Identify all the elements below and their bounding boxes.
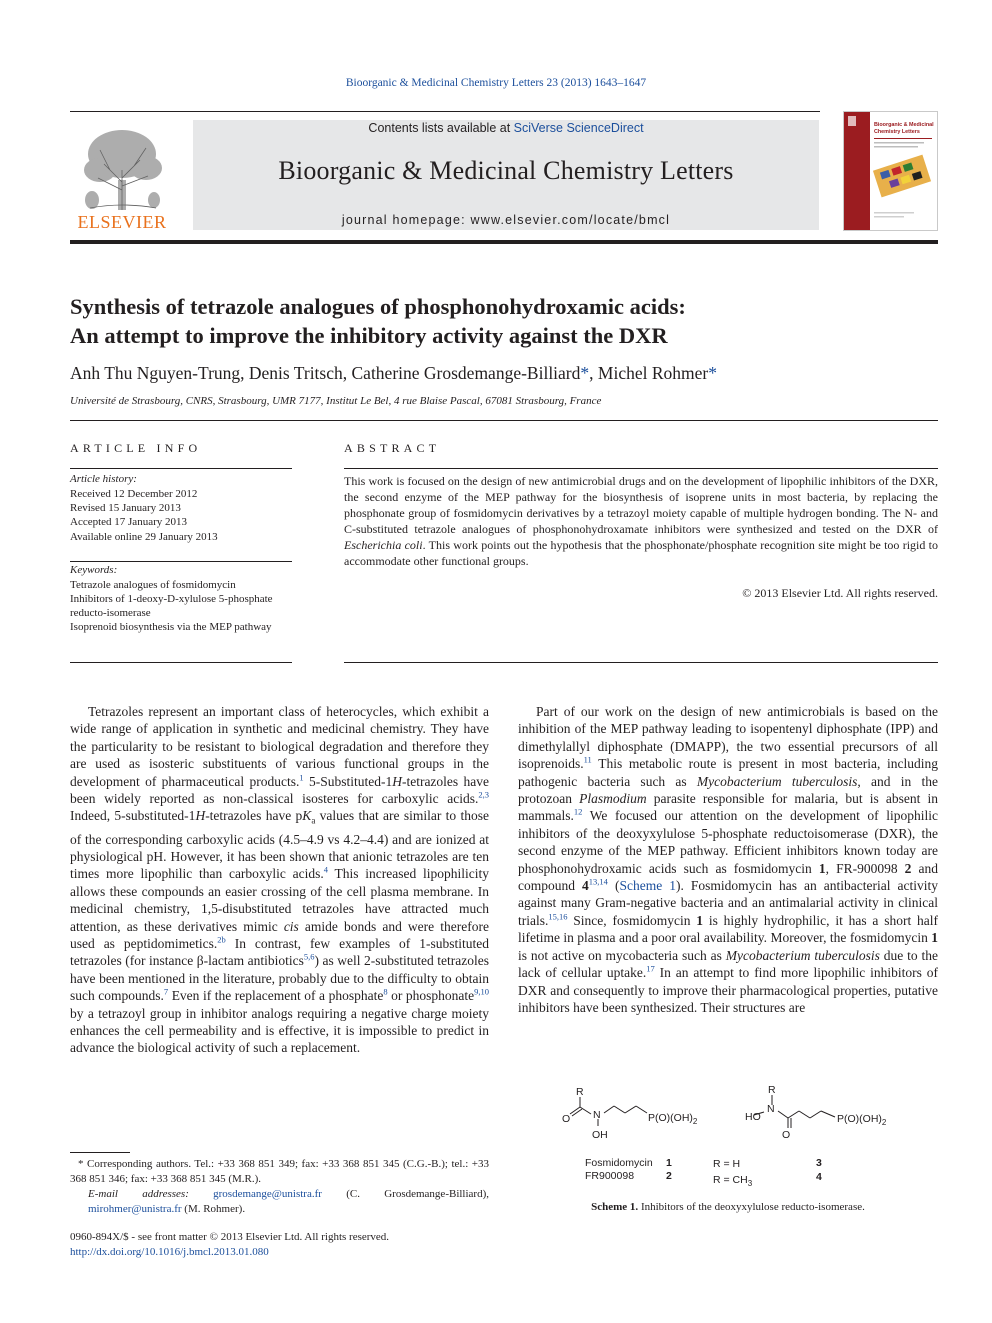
article-title [70, 292, 930, 350]
article-history-label: Article history: [70, 473, 137, 485]
article-info-heading: ARTICLE INFO [70, 441, 202, 455]
author-list [70, 363, 930, 384]
abstract-bottom-rule [344, 662, 938, 663]
cover-title-line1: Bioorganic & Medicinal [874, 122, 934, 128]
abstract-text-part: . This work points out the hypothesis that the phosphonate/phosphate recognition site might be too rigid to accommodate other functional groups. [344, 538, 938, 568]
footnote-mark: * [78, 1158, 84, 1170]
abstract-text [344, 473, 938, 569]
author-separator: , [240, 363, 249, 383]
author-separator: , [589, 363, 598, 383]
body-paragraph: Tetrazoles represent an important class of heterocycles, which exhibit a wide range of application in synthetic and medicinal chemistry. They have the particularity to be resistant to biological degradation and therefore they are used as isosteric substituents of various functional groups in the development of pharmaceutical products.$^1$ 5-Substituted-1H-tetrazoles have been widely reported as non-classical isosteres for carboxylic acids.$^{2,3}$ Indeed, 5-substituted-1H-tetrazoles have $pK_a$ values that are similar to those of the corresponding carboxylic acids (4.5–4.9 vs 4.2–4.4) and are ionized at physiological pH. However, it has been shown that anionic tetrazoles are ten times more lipophilic than carboxylic acids.$^4$ This increased lipophilicity allows these compounds an easier crossing of the cell plasma membrane. In medicinal chemistry, 1,5-disubstituted tetrazoles have attracted much attention, as these derivatives mimic cis amide bonds and were therefore used as peptidomimetics.$^{2b}$ In contrast, few examples of 1-substituted tetrazoles (for instance β-lactam antibiotics$^{5,6}$) as well 2-substituted tetrazoles have been mentioned in the literature, probably due to the difficulty to obtain such compounds.$^7$ Even if the replacement of a phosphate$^8$ or phosphonate$^{9,10}$ by a tetrazoyl group in inhibitor analogs requiring a negative charge moiety enhances the cell permeability and is effective, it is impossible to predict in advance the biological activity of such a replacement. [70, 704, 490, 1056]
author-name: Denis Tritsch [248, 363, 343, 383]
reference-link[interactable]: 2,3 [478, 789, 489, 800]
journal-cover-thumbnail[interactable] [843, 111, 938, 231]
atom-nitrogen: N [593, 1109, 601, 1121]
history-accepted: Accepted 17 January 2013 [70, 516, 187, 528]
compound-number: 2 [666, 1170, 672, 1182]
masthead-bottom-rule [70, 240, 938, 244]
reference-link[interactable]: 9,10 [474, 986, 489, 997]
atom-nitrogen: N [767, 1103, 775, 1115]
r-group-definition: $R = CH_3$ [713, 1174, 753, 1188]
corresponding-author-mark[interactable]: * [708, 363, 717, 383]
substituent-r: R [768, 1084, 776, 1096]
keywords-rule [70, 561, 292, 562]
reference-link[interactable]: 2b [217, 934, 226, 945]
abstract-organism: Escherichia coli [344, 538, 423, 552]
corresponding-author-details [70, 1157, 489, 1187]
email-link[interactable]: mirohmer@unistra.fr [88, 1203, 182, 1215]
article-info-rule [70, 468, 292, 469]
cover-image [844, 112, 937, 230]
email-label: E-mail addresses: [88, 1188, 189, 1200]
email-addresses [70, 1187, 489, 1217]
scheme-caption [518, 1201, 938, 1213]
body-paragraph: Part of our work on the design of new antimicrobials is based on the inhibition of the MEP pathway leading to isopentenyl diphosphate (IPP) and dimethylallyl diphosphate (DMAPP), the two essential precursors of all isoprenoids.$^{11}$ This metabolic route is present in most bacteria, including pathogenic bacteria such as Mycobacterium tuberculosis, and in the protozoan Plasmodium parasite responsible for malaria, but is absent in mammals.$^{12}$ We focused our attention on the development of lipophilic inhibitors of the deoxyxylulose 5-phosphate reductoisomerase (DXR), the second enzyme of the MEP pathway. Efficient inhibitors known today are phosphonohydroxamic acids such as fosmidomycin 1, FR-900098 2 and compound 4$^{13,14}$ (Scheme 1). Fosmidomycin has an antibacterial activity against many Gram-negative bacteria and an antimalarial activity in clinical trials.$^{15,16}$ Since, fosmidomycin 1 is highly hydrophilic, it has a short half lifetime in plasma and a poor oral availability. Moreover, the fosmidomycin 1 is not active on mycobacteria such as Mycobacterium tuberculosis due to the lack of cellular uptake.$^{17}$ In an attempt to find more lipophilic inhibitors of DXR and consequently to improve their pharmacological properties, putative inhibitors have been synthesized. Their structures are [518, 704, 939, 1015]
cover-title-line2: Chemistry Letters [874, 129, 920, 135]
author-affiliation: Université de Strasbourg, CNRS, Strasbourg, UMR 7177, Institut Le Bel, 4 rue Blaise Pascal, 67081 Strasbourg, France [70, 395, 602, 407]
reference-link[interactable]: 4 [323, 864, 329, 875]
homepage-prefix: journal homepage: [341, 213, 471, 227]
keywords-label: Keywords: [70, 564, 118, 576]
author-separator: , [342, 363, 352, 383]
author-name: Michel Rohmer [597, 363, 709, 383]
scheme-caption-text: Inhibitors of the deoxyxylulose reducto-isomerase. [638, 1201, 865, 1213]
reference-link[interactable]: 7 [163, 986, 169, 997]
title-line-2: An attempt to improve the inhibitory activity against the DXR [70, 323, 668, 348]
keyword: Isoprenoid biosynthesis via the MEP pathway [70, 621, 272, 633]
header-separator-rule [70, 420, 938, 421]
hydroxyl-group: HO [745, 1111, 761, 1123]
abstract-copyright: © 2013 Elsevier Ltd. All rights reserved. [742, 586, 938, 600]
body-column-right [518, 703, 938, 1016]
compound-number: 3 [816, 1157, 822, 1169]
author-name: Catherine Grosdemange-Billiard [351, 363, 581, 383]
reference-link[interactable]: 5,6 [303, 951, 315, 962]
keyword: Tetrazole analogues of fosmidomycin [70, 579, 236, 591]
reference-link[interactable]: 11 [583, 754, 592, 765]
contents-available-line [193, 121, 819, 135]
elsevier-wordmark: ELSEVIER [77, 212, 167, 232]
substituent-r: R [576, 1086, 584, 1098]
hydroxyl-group: OH [592, 1129, 608, 1141]
footnote-text: Corresponding authors. Tel.: +33 368 851 349; fax: +33 368 851 345 (C.G.-B.); tel.: +33 368 851 346; fax: +33 368 851 345 (M.R.). [70, 1158, 489, 1185]
masthead-top-rule [70, 111, 820, 112]
r-group-definition: R = H [713, 1158, 741, 1170]
article-info-bottom-rule [70, 662, 292, 663]
author-name: Anh Thu Nguyen-Trung [70, 363, 241, 383]
contents-prefix: Contents lists available at [368, 121, 514, 135]
issn-line: 0960-894X/$ - see front matter © 2013 Elsevier Ltd. All rights reserved. [70, 1231, 390, 1243]
reference-link[interactable]: 8 [383, 986, 388, 997]
scheme-1-figure[interactable] [540, 1080, 920, 1192]
body-column-left [70, 703, 489, 1057]
atom-oxygen: O [562, 1113, 571, 1125]
compound-number: 1 [666, 1157, 672, 1169]
issn-block [70, 1230, 489, 1260]
compound-name: FR900098 [585, 1170, 635, 1182]
scheme-caption-label: Scheme 1. [591, 1201, 639, 1213]
email-link[interactable]: grosdemange@unistra.fr [213, 1188, 322, 1200]
reference-link[interactable]: 12 [573, 806, 583, 817]
history-revised: Revised 15 January 2013 [70, 502, 181, 514]
history-online: Available online 29 January 2013 [70, 531, 218, 543]
abstract-text-part: This work is focused on the design of new antimicrobial drugs and on the development of lipophilic inhibitors of the DXR, the second enzyme of the MEP pathway for the biosynthesis of isoprene units in most bacteria, by replacing the phosphonate group of fosmidomycin derivatives by a tetrazoyl moiety capable of multiple hydrogen bonding. The N- and C-substituted tetrazole analogues of phosphonohydroxamate inhibitors were synthesized and tested on the DXR of [344, 474, 938, 536]
atom-oxygen: O [782, 1129, 791, 1141]
abstract-rule [344, 468, 938, 469]
corresponding-author-footnote [70, 1157, 489, 1217]
doi-link[interactable]: http://dx.doi.org/10.1016/j.bmcl.2013.01.080 [70, 1246, 269, 1258]
sciencedirect-link[interactable]: SciVerse ScienceDirect [513, 121, 644, 135]
compound-name: Fosmidomycin [585, 1157, 653, 1169]
history-received: Received 12 December 2012 [70, 488, 198, 500]
scheme-1-link[interactable]: Scheme 1 [619, 878, 676, 894]
reference-link[interactable]: 1 [299, 772, 304, 783]
keyword: Inhibitors of 1-deoxy-D-xylulose 5-phosphate reducto-isomerase [70, 593, 273, 619]
email-owner: (C. Grosdemange-Billiard), [321, 1188, 490, 1200]
structure-left-bonds [570, 1097, 647, 1126]
phosphonate-group: $P(O)(OH)_2$ [648, 1112, 698, 1126]
abstract-heading: ABSTRACT [344, 441, 441, 455]
reference-link[interactable]: 13,14 [588, 876, 608, 887]
phosphonate-group: $P(O)(OH)_2$ [837, 1113, 887, 1127]
journal-citation-link[interactable]: Bioorganic & Medicinal Chemistry Letters 23 (2013) 1643–1647 [345, 77, 647, 89]
homepage-url[interactable]: www.elsevier.com/locate/bmcl [470, 213, 671, 227]
reference-link[interactable]: 15,16 [548, 911, 568, 922]
email-owner: (M. Rohmer). [181, 1203, 246, 1215]
journal-homepage-line [193, 213, 819, 227]
title-line-1: Synthesis of tetrazole analogues of phosphonohydroxamic acids: [70, 294, 686, 319]
footnote-rule [70, 1152, 130, 1153]
compound-number: 4 [816, 1171, 822, 1183]
reference-link[interactable]: 17 [646, 963, 655, 974]
corresponding-author-mark[interactable]: * [580, 363, 590, 383]
journal-name: Bioorganic & Medicinal Chemistry Letters [278, 156, 734, 185]
keywords-list [70, 578, 290, 634]
